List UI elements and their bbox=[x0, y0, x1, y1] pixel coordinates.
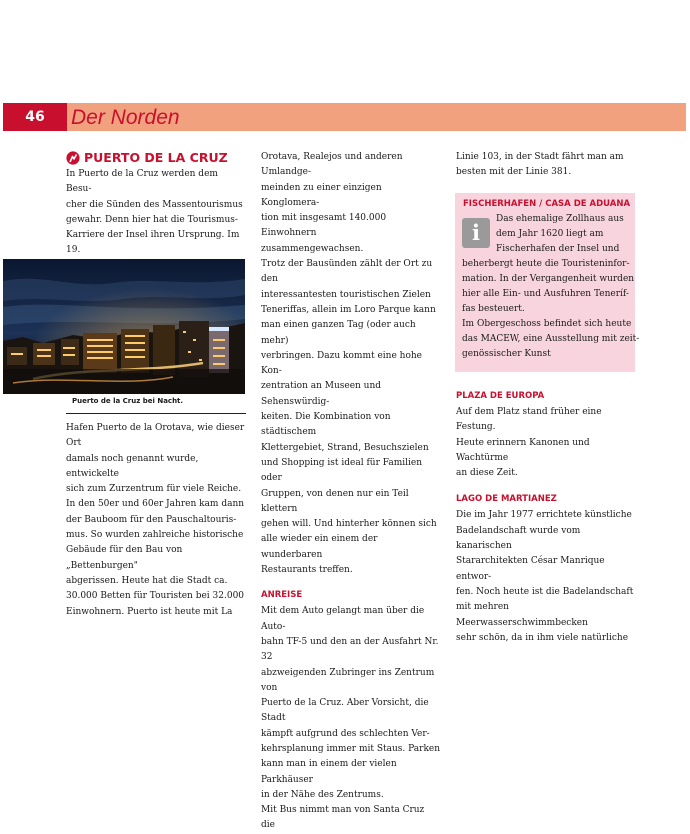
section-heading-puerto bbox=[66, 150, 246, 165]
text-line: interessantesten touristischen Zielen bbox=[261, 289, 431, 300]
text-line: der Bauboom für den Pauschaltouris- bbox=[66, 514, 237, 525]
text-line: Karriere der Insel ihren Ursprung. Im 19. bbox=[66, 230, 240, 256]
info-box-title: FISCHERHAFEN / CASA DE ADUANA bbox=[463, 199, 631, 209]
text-line: Restaurants treffen. bbox=[261, 565, 353, 576]
text-line: dem Jahr 1620 liegt am bbox=[496, 229, 604, 239]
subheading-anreise: ANREISE bbox=[261, 590, 303, 601]
text-line: abzweigenden Zubringer ins Zentrum von bbox=[261, 667, 435, 693]
column-3-lower bbox=[456, 390, 636, 646]
climbing-area-icon bbox=[66, 151, 80, 165]
photo-caption: Puerto de la Cruz bei Nacht. bbox=[72, 397, 184, 405]
text-line: Stararchitekten César Manrique entwor- bbox=[456, 556, 605, 582]
info-icon bbox=[462, 218, 490, 248]
text-line: alle wieder ein einem der wunderbaren bbox=[261, 534, 378, 560]
text-line: Orotava, Realejos und anderen Umlandge- bbox=[261, 152, 403, 178]
text-line: Hafen Puerto de la Orotava, wie dieser Ort bbox=[66, 423, 245, 449]
text-line: damals noch genannt wurde, entwickelte bbox=[66, 453, 199, 479]
text-line: zentration an Museen und Sehenswürdig- bbox=[261, 381, 382, 407]
night-city-photo bbox=[3, 259, 245, 394]
text-line: kämpft aufgrund des schlechten Ver- bbox=[261, 728, 430, 739]
text-line: Die im Jahr 1977 errichtete künstliche bbox=[456, 510, 632, 521]
text-line: zusammengewachsen. bbox=[261, 243, 364, 254]
text-line: Fischerhafen der Insel und bbox=[496, 244, 620, 254]
text-line: In den 50er und 60er Jahren kam dann bbox=[66, 499, 245, 510]
section-heading-text: PUERTO DE LA CRUZ bbox=[84, 150, 228, 165]
text-line: Das ehemalige Zollhaus aus bbox=[496, 214, 624, 224]
text-line: gehen will. Und hinterher können sich bbox=[261, 519, 437, 530]
text-line: Trotz der Bausünden zählt der Ort zu den bbox=[261, 259, 433, 285]
text-line: Klettergebiet, Strand, Besuchszielen bbox=[261, 442, 429, 453]
text-line: hier alle Ein- und Ausfuhren Teneríf- bbox=[462, 289, 629, 299]
text-line: 30.000 Betten für Touristen bei 32.000 bbox=[66, 591, 245, 602]
text-line: verbringen. Dazu kommt eine hohe Kon- bbox=[261, 350, 422, 377]
text-line: kehrsplanung immer mit Staus. Parken bbox=[261, 743, 441, 754]
text-line: meinden zu einer einzigen Konglomera- bbox=[261, 182, 382, 208]
text-line: mation. In der Vergangenheit wurden bbox=[462, 274, 635, 284]
text-line: beherbergt heute die Touristeninfor- bbox=[462, 259, 630, 269]
text-line: keiten. Die Kombination von städtischem bbox=[261, 412, 391, 438]
text-line: fas besteuert. bbox=[462, 304, 525, 314]
text-line: Heute erinnern Kanonen und Wachtürme bbox=[456, 437, 590, 463]
text-line: besten mit der Linie 381. bbox=[456, 167, 572, 178]
text-line: Teneriffas, allein im Loro Parque kann bbox=[261, 304, 436, 315]
text-line: sich zum Zurzentrum für viele Reiche. bbox=[66, 484, 242, 495]
text-line: mus. So wurden zahlreiche historische bbox=[66, 530, 244, 541]
text-line: bahn TF-5 und den an der Ausfahrt Nr. 32 bbox=[261, 636, 439, 663]
text-line: fen. Noch heute ist die Badelandschaft bbox=[456, 586, 634, 597]
text-line: mit mehren Meerwasserschwimmbecken bbox=[456, 602, 588, 628]
text-line: Gebäude für den Bau von „Bettenburgen" bbox=[66, 545, 183, 571]
subheading-lago: LAGO DE MARTIANEZ bbox=[456, 494, 557, 505]
text-line: in der Nähe des Zentrums. bbox=[261, 789, 384, 800]
column-2 bbox=[261, 150, 441, 834]
text-line: man einen ganzen Tag (oder auch mehr) bbox=[261, 320, 416, 346]
text-line: In Puerto de la Cruz werden dem Besu- bbox=[66, 169, 218, 195]
text-line: cher die Sünden des Massentourismus bbox=[66, 199, 243, 210]
text-line: Puerto de la Cruz. Aber Vorsicht, die Stadt bbox=[261, 698, 429, 724]
text-line: gewahr. Denn hier hat die Tourismus- bbox=[66, 214, 238, 225]
text-line: abgerissen. Heute hat die Stadt ca. bbox=[66, 575, 228, 586]
column-3-top bbox=[456, 150, 636, 181]
page-number: 46 bbox=[3, 103, 67, 131]
text-line: Badelandschaft wurde vom kanarischen bbox=[456, 525, 581, 552]
text-line: Mit dem Auto gelangt man über die Auto- bbox=[261, 606, 425, 632]
caption-divider bbox=[66, 413, 246, 414]
chapter-header-bar bbox=[3, 103, 686, 131]
text-line: tion mit insgesamt 140.000 Einwohnern bbox=[261, 213, 387, 239]
text-line: Linie 103, in der Stadt fährt man am bbox=[456, 152, 624, 162]
text-line: Einwohnern. Puerto ist heute mit La bbox=[66, 606, 233, 617]
info-box-fischerhafen bbox=[455, 193, 640, 372]
chapter-title: Der Norden bbox=[71, 106, 180, 129]
info-icon-letter: i bbox=[472, 220, 480, 245]
text-line: und Shopping ist ideal für Familien oder bbox=[261, 457, 423, 484]
text-line: an diese Zeit. bbox=[456, 468, 518, 479]
subheading-plaza: PLAZA DE EUROPA bbox=[456, 391, 545, 401]
text-line: kann man in einem der vielen Parkhäuser bbox=[261, 759, 397, 785]
text-line: Im Obergeschoss befindet sich heute bbox=[462, 319, 632, 329]
text-line: genössischer Kunst bbox=[462, 349, 551, 359]
text-line: Gruppen, von denen nur ein Teil klettern bbox=[261, 488, 409, 514]
text-line: Mit Bus nimmt man von Santa Cruz die bbox=[261, 805, 425, 831]
text-line: sehr schön, da in ihm viele natürliche bbox=[456, 632, 629, 643]
text-line: das MACEW, eine Ausstellung mit zeit- bbox=[462, 334, 640, 344]
text-line: Auf dem Platz stand früher eine Festung. bbox=[456, 407, 602, 433]
column-1-continued bbox=[66, 421, 246, 620]
